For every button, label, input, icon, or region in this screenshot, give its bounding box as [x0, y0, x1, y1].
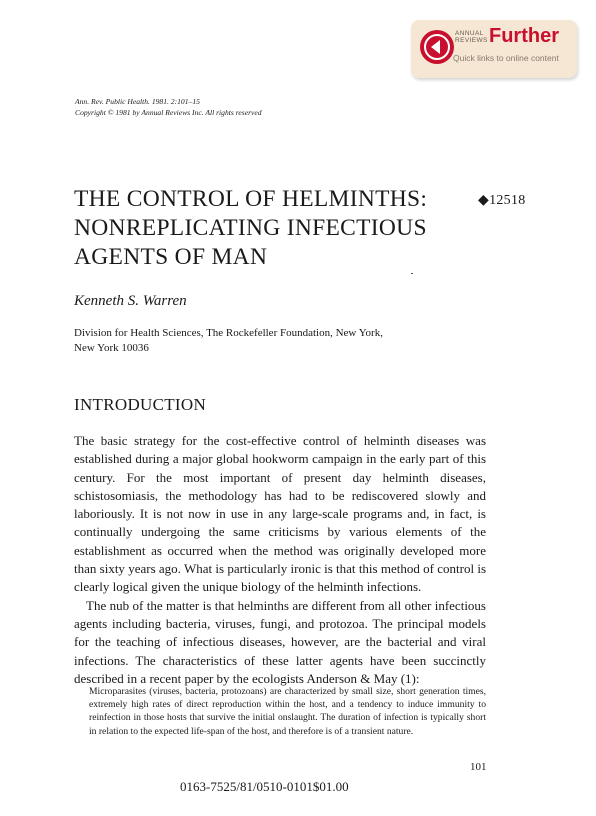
badge-further-label: Further — [489, 25, 559, 47]
block-quote: Microparasites (viruses, bacteria, protozoans) are characterized by small size, short generation times, extremely high rates of direct reproduction within the host, and a tendency to induce immunity to reinfection in those hosts that survive the initial onslaught. The duration of infection is typically short in relation to the expected life-span of the host, and therefore is of a transient nature. — [89, 686, 486, 737]
title-line: NONREPLICATING INFECTIOUS — [74, 215, 427, 241]
author-name: Kenneth S. Warren — [74, 293, 187, 309]
title-line: AGENTS OF MAN — [74, 244, 268, 270]
affiliation-line-2: New York 10036 — [74, 342, 149, 354]
article-title — [74, 185, 454, 272]
scan-speck — [411, 273, 413, 274]
author-affiliation — [74, 326, 383, 356]
citation — [75, 96, 262, 118]
arrow-left-circle-icon — [418, 28, 456, 66]
paragraph: The nub of the matter is that helminths are different from all other infectious agents including bacteria, viruses, fungi, and protozoa. The principal models for the teaching of infectious diseases, however, are the bacterial and viral infections. The characteristics of these latter agents have been succinctly described in a recent paper by the ecologists Anderson & May (1): — [74, 597, 486, 686]
paragraph: The basic strategy for the cost-effective control of helminth diseases was established during a major global hookworm campaign in the early part of this century. For the most important of present day helminth diseases, schistosomiasis, the methodology has had to be rediscovered slowly and laboriously. It is not now in use in any large-scale programs and, in fact, is continually undergoing the same criticisms by various elements of the establishment as occurred when the method was originally developed more than sixty years ago. What is particularly ironic is that this method of control is clearly logical given the unique biology of the helminth infections. — [74, 433, 486, 595]
title-line: THE CONTROL OF HELMINTHS: — [74, 186, 428, 212]
affiliation-line-1: Division for Health Sciences, The Rockefeller Foundation, New York, — [74, 327, 383, 339]
body-text — [74, 432, 486, 688]
citation-line-2: Copyright © 1981 by Annual Reviews Inc. All rights reserved — [75, 108, 262, 117]
article-code: 0163-7525/81/0510-0101$01.00 — [180, 779, 349, 794]
further-badge[interactable] — [411, 20, 577, 78]
badge-subtitle: Quick links to online content — [453, 53, 559, 63]
page-number: 101 — [470, 761, 487, 773]
article-id: ◆12518 — [478, 193, 526, 208]
badge-brand: ANNUAL REVIEWS — [455, 30, 488, 44]
section-heading: INTRODUCTION — [74, 395, 207, 414]
citation-line-1: Ann. Rev. Public Health. 1981. 2:101–15 — [75, 97, 200, 106]
